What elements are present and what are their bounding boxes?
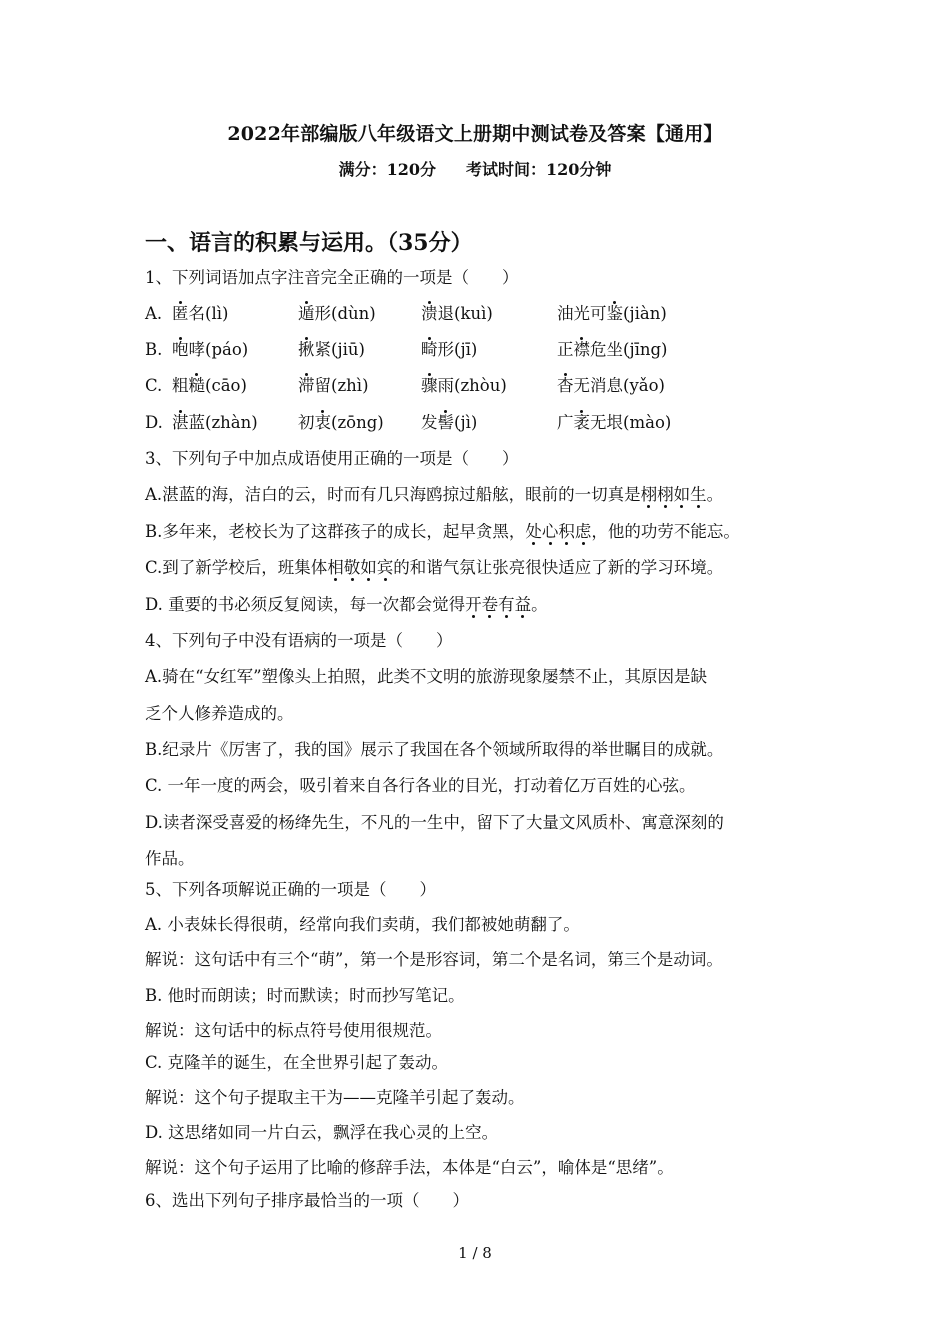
emphasis-dot-char: 处 (525, 522, 542, 541)
q1-option-word: 粗糙(cāo) (172, 376, 247, 395)
question-5-option-a: A. 小表妹长得很萌，经常向我们卖萌，我们都被她萌翻了。 (145, 915, 580, 934)
emphasis-dot-char: 有 (498, 595, 515, 614)
q1-option-letter: C. (145, 376, 163, 395)
q1-option-letter: A. (145, 304, 163, 323)
question-5-explanation-a: 解说：这句话中有三个“萌”，第一个是形容词，第二个是名词，第三个是动词。 (145, 950, 723, 969)
q1-option-word: 溃退(kuì) (421, 304, 493, 323)
q1-option-word: 发髻(jì) (421, 413, 478, 432)
question-5-option-c: C. 克隆羊的诞生，在全世界引起了轰动。 (145, 1053, 449, 1072)
emphasis-dot-char: 栩 (657, 485, 674, 504)
question-3-option-d: D. 重要的书必须反复阅读，每一次都会觉得开卷有益。 (145, 595, 548, 614)
emphasis-dot-char: 鉴 (606, 304, 623, 323)
emphasis-dot-char: 糙 (188, 376, 205, 395)
q1-option-word: 遁形(dùn) (298, 304, 376, 323)
emphasis-dot-char: 溃 (421, 304, 438, 323)
question-5-option-b: B. 他时而朗读；时而默读；时而抄写笔记。 (145, 986, 465, 1005)
q1-option-letter: B. (145, 340, 163, 359)
emphasis-dot-char: 卷 (481, 595, 499, 614)
q1-option-word: 滞留(zhì) (298, 376, 369, 395)
emphasis-dot-char: 益 (514, 595, 532, 614)
emphasis-dot-char: 遁 (298, 304, 315, 323)
q1-option-word: 初衷(zōng) (298, 413, 384, 432)
emphasis-dot-char: 襟 (573, 340, 590, 359)
exam-time: 考试时间：120分钟 (466, 160, 612, 179)
question-6-stem: 6、选出下列句子排序最恰当的一项（ ） (145, 1191, 469, 1210)
question-4-option-d-line1: D.读者深受喜爱的杨绛先生，不凡的一生中，留下了大量文风质朴、寓意深刻的 (145, 813, 724, 832)
question-3-option-a: A.湛蓝的海，洁白的云，时而有几只海鸥掠过船舷，眼前的一切真是栩栩如生。 (145, 485, 724, 504)
emphasis-dot-char: 袤 (573, 413, 590, 432)
emphasis-dot-char: 匿 (172, 304, 189, 323)
emphasis-dot-char: 滞 (298, 376, 315, 395)
page-number: 1 / 8 (458, 1244, 492, 1262)
emphasis-dot-char: 湛 (172, 413, 189, 432)
emphasis-dot-char: 生 (690, 485, 707, 504)
emphasis-dot-char: 虑 (574, 522, 592, 541)
emphasis-dot-char: 咆 (172, 340, 189, 359)
question-5-explanation-c: 解说：这个句子提取主干为——克隆羊引起了轰动。 (145, 1088, 525, 1107)
document-title: 2022年部编版八年级语文上册期中测试卷及答案【通用】 (227, 123, 723, 145)
question-4-stem: 4、下列句子中没有语病的一项是（ ） (145, 631, 453, 650)
emphasis-dot-char: 栩 (640, 485, 658, 504)
emphasis-dot-char: 畸 (421, 340, 438, 359)
emphasis-dot-char: 开 (465, 595, 482, 614)
q1-option-letter: D. (145, 413, 163, 432)
emphasis-dot-char: 相 (327, 558, 344, 577)
emphasis-dot-char: 如 (673, 485, 691, 504)
q1-option-word: 揪紧(jiū) (298, 340, 365, 359)
q1-option-word: 杳无消息(yǎo) (557, 376, 665, 395)
q1-option-word: 湛蓝(zhàn) (172, 413, 258, 432)
q1-option-word: 咆哮(páo) (172, 340, 249, 359)
section-heading: 一、语言的积累与运用。（35分） (145, 230, 473, 256)
question-4-option-d-line2: 作品。 (145, 849, 195, 868)
question-3-option-c: C.到了新学校后，班集体相敬如宾的和谐气氛让张亮很快适应了新的学习环境。 (145, 558, 724, 577)
question-5-explanation-b: 解说：这句话中的标点符号使用很规范。 (145, 1021, 442, 1040)
emphasis-dot-char: 如 (360, 558, 377, 577)
question-3-stem: 3、下列句子中加点成语使用正确的一项是（ ） (145, 449, 519, 468)
question-5-stem: 5、下列各项解说正确的一项是（ ） (145, 880, 436, 899)
question-5-option-d: D. 这思绪如同一片白云，飘浮在我心灵的上空。 (145, 1123, 499, 1142)
q1-option-word: 畸形(jī) (421, 340, 478, 359)
emphasis-dot-char: 揪 (298, 340, 315, 359)
emphasis-dot-char: 衷 (314, 413, 331, 432)
q1-option-word: 广袤无垠(mào) (557, 413, 672, 432)
question-4-option-a-line2: 乏个人修养造成的。 (145, 704, 294, 723)
emphasis-dot-char: 敬 (343, 558, 361, 577)
question-1-stem: 1、下列词语加点字注音完全正确的一项是（ ） (145, 268, 519, 287)
q1-option-word: 骤雨(zhòu) (421, 376, 507, 395)
emphasis-dot-char: 宾 (376, 558, 394, 577)
q1-option-word: 匿名(lì) (172, 304, 229, 323)
emphasis-dot-char: 积 (558, 522, 575, 541)
question-3-option-b: B.多年来，老校长为了这群孩子的成长，起早贪黑，处心积虑，他的功劳不能忘。 (145, 522, 740, 541)
q1-option-word: 油光可鉴(jiàn) (557, 304, 667, 323)
emphasis-dot-char: 心 (541, 522, 559, 541)
emphasis-dot-char: 髻 (437, 413, 454, 432)
question-4-option-c: C. 一年一度的两会，吸引着来自各行各业的目光，打动着亿万百姓的心弦。 (145, 776, 696, 795)
question-5-explanation-d: 解说：这个句子运用了比喻的修辞手法，本体是“白云”，喻体是“思绪”。 (145, 1158, 674, 1177)
full-score: 满分：120分 (338, 160, 436, 179)
emphasis-dot-char: 杳 (557, 376, 574, 395)
question-4-option-b: B.纪录片《厉害了，我的国》展示了我国在各个领域所取得的举世瞩目的成就。 (145, 740, 724, 759)
emphasis-dot-char: 骤 (421, 376, 438, 395)
q1-option-word: 正襟危坐(jīng) (557, 340, 668, 359)
exam-info (0, 157, 950, 180)
question-4-option-a-line1: A.骑在“女红军”塑像头上拍照，此类不文明的旅游现象屡禁不止，其原因是缺 (145, 667, 708, 686)
